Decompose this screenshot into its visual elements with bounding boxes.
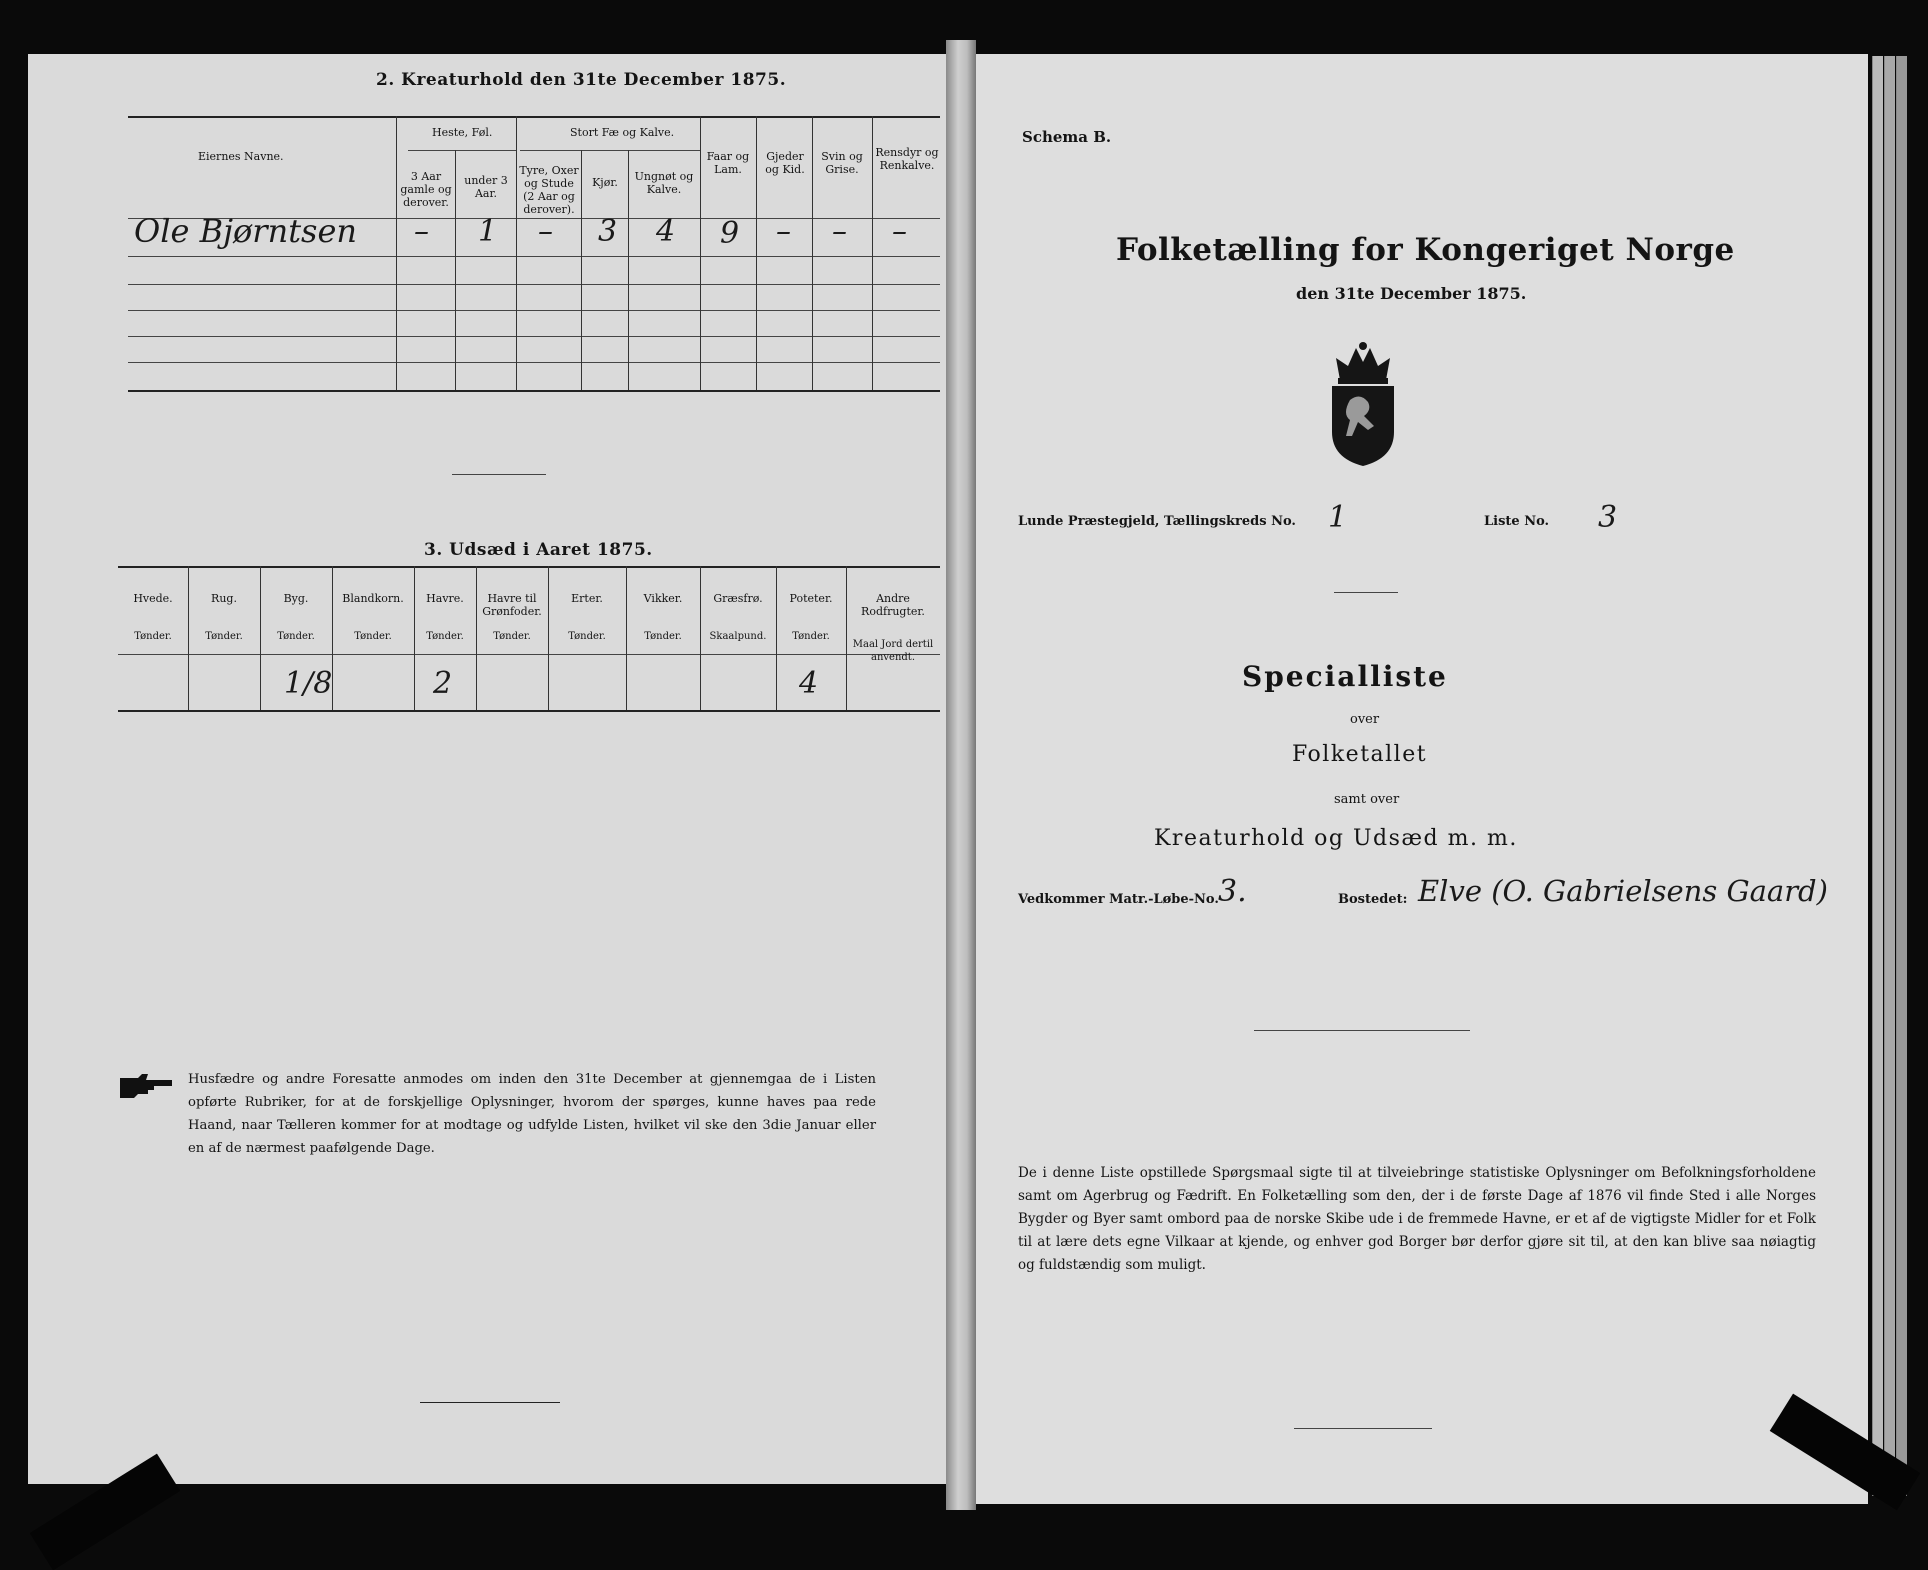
coat-of-arms-icon — [1326, 340, 1400, 468]
udsaed-col-unit: Tønder. — [354, 631, 392, 642]
udsaed-cell: 4 — [799, 666, 819, 701]
col-svin-header: Svin og Grise. — [821, 150, 863, 176]
note-text: Husfædre og andre Foresatte anmodes om inden den 31te December at gjennemgaa de i Listen opførte Rubriker, for at de forskjellige Oplysninger, hvorom der spørges, kunne haves paa rede Haand, naar Tælleren kommer for at modtage og udfylde Listen, hvilket vil ske den 3die Januar eller en af de nærmest paafølgende Dage. — [188, 1072, 876, 1156]
col-owner-header: Eiernes Navne. — [198, 150, 284, 163]
udsaed-col-header: Andre Rodfrugter. — [861, 592, 925, 618]
table-rule — [128, 310, 940, 311]
table-col-line — [188, 566, 189, 710]
explanatory-paragraph: De i denne Liste opstillede Spørgsmaal sigte til at tilveiebringe statistiske Oplysninger om Befolkningsforholdene samt om Agerbrug og Fædrift. En Folketælling som den, der i de første Dage af 1876 vil finde Sted i alle Norges Bygder og Byer samt ombord paa de norske Skibe ude i de fremmede Havne, er et af de vigtigste Midler for et Folk til at lære dets egne Vilkaar at kjende, og enhver god Borger bør derfor gjøre sit til, at den kan blive saa nøiagtig og fuldstændig som muligt. — [1018, 1165, 1816, 1273]
separator-line — [420, 1402, 560, 1403]
cell-storfe-a: – — [538, 214, 553, 249]
table-rule — [520, 150, 700, 151]
page-edge — [1872, 56, 1883, 1496]
table-col-line — [516, 116, 517, 390]
spec-title: Specialliste — [1242, 660, 1448, 693]
udsaed-col-header: Poteter. — [789, 592, 833, 605]
udsaed-col-unit: Tønder. — [792, 631, 830, 642]
table-col-line — [756, 116, 757, 390]
table-rule — [128, 362, 940, 363]
col-heste-header: Heste, Føl. — [432, 126, 493, 139]
table-col-line — [455, 150, 456, 390]
book-gutter — [946, 40, 976, 1510]
cell-svin: – — [832, 214, 847, 249]
udsaed-col-unit: Tønder. — [277, 631, 315, 642]
separator-line — [1294, 1428, 1432, 1429]
schema-label: Schema B. — [1022, 128, 1112, 146]
table-col-line — [396, 116, 397, 390]
cell-storfe-c: 4 — [656, 214, 676, 249]
table-col-line — [812, 116, 813, 390]
table-col-line — [700, 566, 701, 710]
page-edge — [1896, 56, 1907, 1496]
kreds-value: 1 — [1328, 500, 1348, 535]
section-3-title: 3. Udsæd i Aaret 1875. — [424, 540, 653, 560]
section-2-title: 2. Kreaturhold den 31te December 1875. — [376, 70, 787, 90]
separator-line — [1334, 592, 1398, 593]
cell-rensdyr: – — [892, 214, 907, 249]
cell-heste-b: 1 — [478, 214, 498, 249]
col-storfe-c-header: Ungnøt og Kalve. — [634, 170, 694, 196]
liste-value: 3 — [1598, 500, 1618, 535]
udsaed-cell: 1/8 — [284, 666, 333, 701]
udsaed-col-unit: Tønder. — [134, 631, 172, 642]
left-page — [28, 54, 960, 1484]
col-gjeder-header: Gjeder og Kid. — [765, 150, 805, 176]
udsaed-col-unit: Tønder. — [644, 631, 682, 642]
matr-value: 3. — [1218, 874, 1247, 909]
table-col-line — [628, 150, 629, 390]
table-col-line — [476, 566, 477, 710]
table-col-line — [260, 566, 261, 710]
table-rule — [118, 710, 940, 712]
table-col-line — [626, 566, 627, 710]
table-rule — [408, 150, 516, 151]
col-heste-a-header: 3 Aar gamle og derover. — [400, 170, 452, 209]
udsaed-cell: 2 — [433, 666, 453, 701]
udsaed-col-unit: Maal Jord dertil anvendt. — [852, 639, 934, 663]
cell-faar: 9 — [720, 216, 740, 251]
table-rule — [118, 654, 940, 655]
col-storfe-b-header: Kjør. — [592, 176, 618, 189]
udsaed-col-unit: Tønder. — [426, 631, 464, 642]
table-col-line — [414, 566, 415, 710]
col-storfe-header: Stort Fæ og Kalve. — [570, 126, 675, 139]
table-col-line — [872, 116, 873, 390]
table-rule — [128, 336, 940, 337]
udsaed-col-unit: Skaalpund. — [709, 631, 767, 642]
udsaed-col-unit: Tønder. — [493, 631, 531, 642]
page-edge — [1884, 56, 1895, 1496]
udsaed-col-unit: Tønder. — [568, 631, 606, 642]
col-faar-header: Faar og Lam. — [706, 150, 750, 176]
udsaed-col-header: Blandkorn. — [342, 592, 404, 605]
table-rule — [128, 284, 940, 285]
udsaed-col-unit: Tønder. — [205, 631, 243, 642]
document-title: Folketælling for Kongeriget Norge — [1116, 232, 1735, 268]
liste-label: Liste No. — [1484, 514, 1550, 529]
table-col-line — [776, 566, 777, 710]
cell-heste-a: – — [414, 214, 429, 249]
udsaed-col-header: Græsfrø. — [713, 592, 763, 605]
table-rule — [128, 256, 940, 257]
kreds-label: Tællingskreds No. — [1164, 514, 1296, 529]
col-rensdyr-header: Rensdyr og Renkalve. — [875, 146, 939, 172]
table-col-line — [548, 566, 549, 710]
separator-line — [1254, 1030, 1470, 1031]
table-col-line — [581, 150, 582, 390]
cell-gjeder: – — [776, 214, 791, 249]
udsaed-col-header: Byg. — [283, 592, 309, 605]
bosted-label: Bostedet: — [1338, 892, 1408, 907]
udsaed-col-header: Vikker. — [643, 592, 683, 605]
udsaed-col-header: Havre til Grønfoder. — [482, 592, 542, 618]
folketallet-label: Folketallet — [1292, 742, 1428, 767]
table-col-line — [700, 116, 701, 390]
over-label: over — [1350, 712, 1380, 727]
col-heste-b-header: under 3 Aar. — [464, 174, 508, 200]
bosted-value: Elve (O. Gabrielsens Gaard) — [1418, 874, 1828, 908]
udsaed-col-header: Hvede. — [133, 592, 173, 605]
table-rule — [128, 390, 940, 392]
prestegjeld-label: Lunde Præstegjeld, — [1018, 514, 1160, 529]
cell-storfe-b: 3 — [598, 214, 618, 249]
table-rule — [118, 566, 940, 568]
pointing-hand-icon — [118, 1072, 176, 1098]
col-storfe-a-header: Tyre, Oxer og Stude (2 Aar og derover). — [519, 164, 579, 216]
matr-label: Vedkommer Matr.-Løbe-No. — [1018, 892, 1219, 907]
separator-line — [452, 474, 546, 475]
owner-name: Ole Bjørntsen — [134, 212, 358, 250]
samt-over-label: samt over — [1334, 792, 1400, 807]
kreatur-label: Kreaturhold og Udsæd m. m. — [1154, 826, 1518, 851]
right-page — [968, 54, 1868, 1504]
udsaed-col-header: Rug. — [211, 592, 237, 605]
udsaed-col-header: Havre. — [426, 592, 464, 605]
udsaed-col-header: Erter. — [571, 592, 603, 605]
document-subtitle: den 31te December 1875. — [1296, 284, 1527, 303]
table-col-line — [846, 566, 847, 710]
table-rule — [128, 116, 940, 118]
